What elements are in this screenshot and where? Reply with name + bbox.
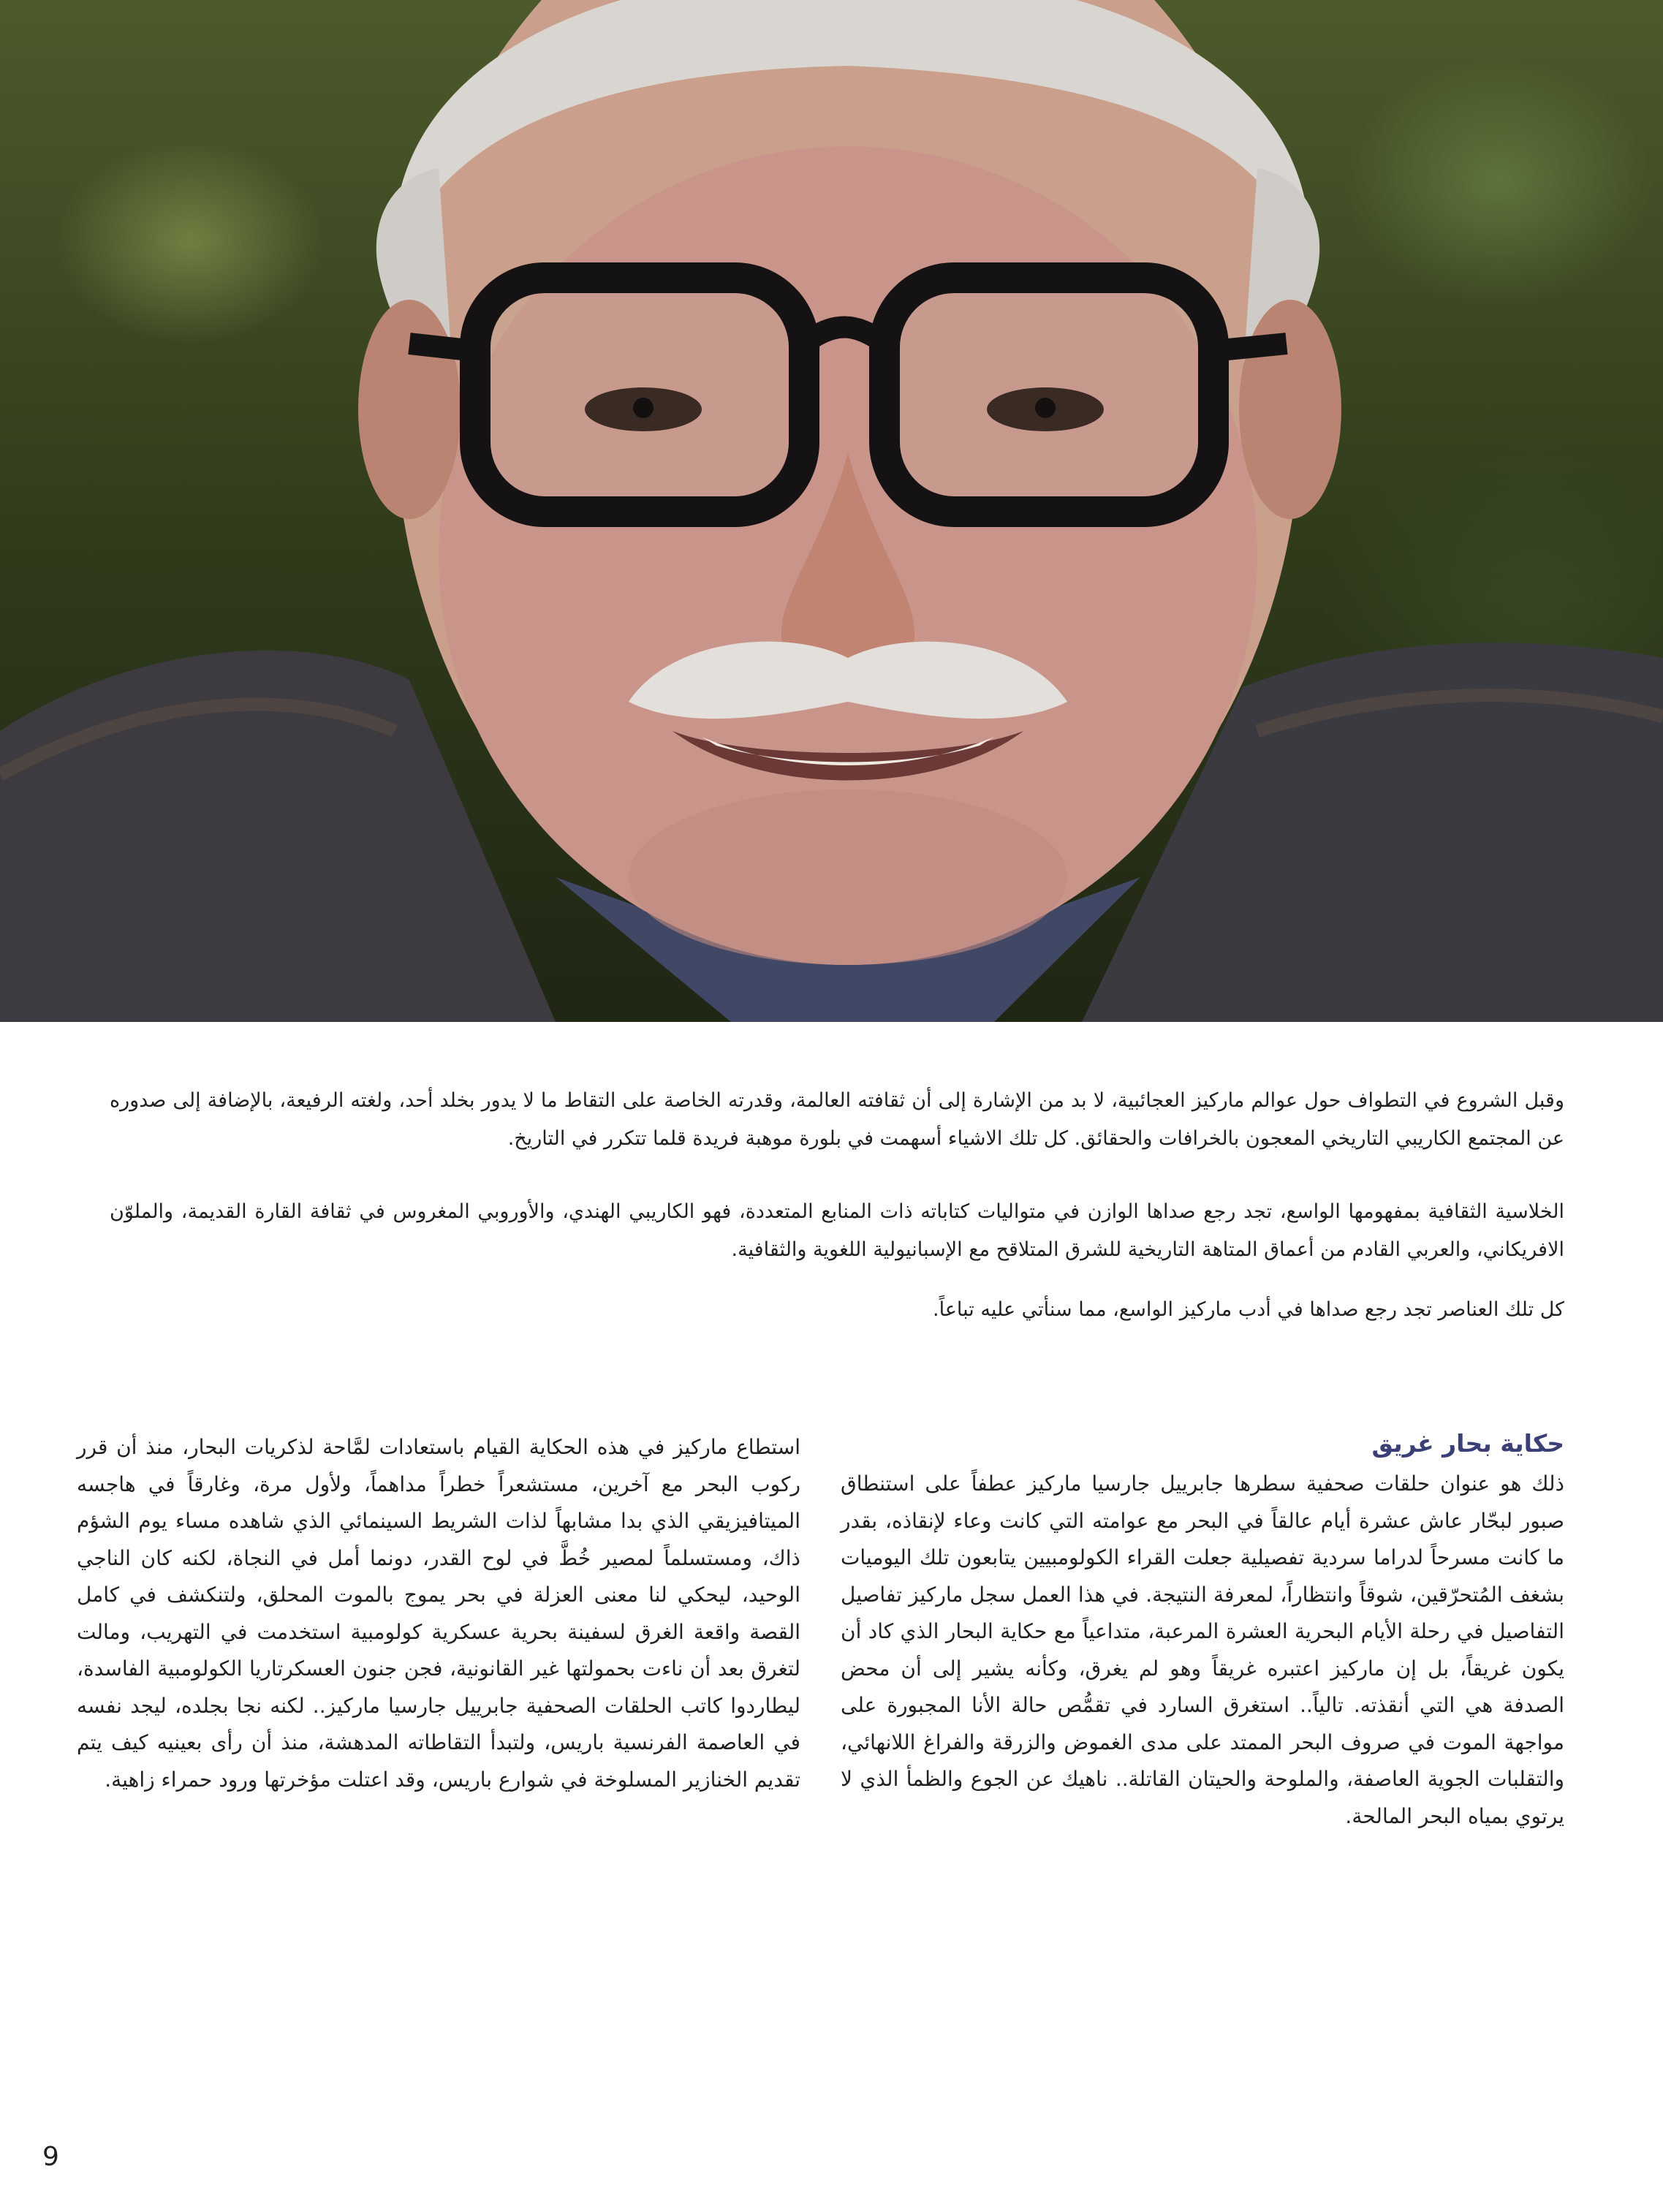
portrait-photo	[0, 0, 1663, 1022]
page-number: 9	[42, 2142, 59, 2172]
intro-text-2: الخلاسية الثقافية بمفهومها الواسع، تجد رجع صداها الوازن في متواليات كتاباته ذات المنابع المتعددة، فهو الكاريبي الهندي، والأوروبي المغروس في ثقافة القارة القديمة، والملوّن الافريكاني، والعربي القادم من أعماق المتاهة التاريخية للشرق المتلاقح مع الإسبانيولية اللغوية والثقافية.	[110, 1200, 1564, 1261]
right-column	[841, 1466, 1564, 1835]
intro-paragraph-2	[110, 1193, 1564, 1269]
intro-text-3: كل تلك العناصر تجد رجع صداها في أدب ماركيز الواسع، مما سنأتي عليه تباعاً.	[933, 1298, 1564, 1321]
section-heading: حكاية بحار غريق	[1371, 1429, 1564, 1458]
intro-text-1: وقبل الشروع في التطواف حول عوالم ماركيز العجائبية، لا بد من الإشارة إلى أن ثقافته العالمة، وقدرته الخاصة على التقاط ما لا يدور بخلد أحد، ولغته الرفيعة، بالإضافة إلى صدوره عن المجتمع الكاريبي التاريخي المعجون بالخرافات والحقائق. كل تلك الاشياء أسهمت في بلورة موهبة فريدة قلما تتكرر في التاريخ.	[110, 1089, 1564, 1150]
intro-paragraph-3	[110, 1291, 1564, 1329]
right-column-text: ذلك هو عنوان حلقات صحفية سطرها جابرييل جارسيا ماركيز عطفاً على استنطاق صبور لبحّار عاش عشرة أيام عالقاً في البحر مع عوامته التي كانت وعاء لإنقاذه، بقدر ما كانت مسرحاً لدراما سردية تفصيلية جعلت القراء الكولومبيين يتابعون تلك اليوميات بشغف المُتحرّقين، شوقاً وانتظاراً، لمعرفة النتيجة. في هذا العمل سجل ماركيز تفاصيل التفاصيل في رحلة الأيام البحرية العشرة المرعبة، متداعياً مع حكاية البحار الذي كاد أن يكون غريقاً، بل إن ماركيز اعتبره غريقاً وهو لم يغرق، وكأنه يشير إلى أن محض الصدفة هي التي أنقذته. تالياً.. استغرق السارد في تقمُّص حالة الأنا المجبورة على مواجهة الموت في صروف البحر الممتد على مدى الغموض والزرقة والفراغ اللانهائي، والتقلبات الجوية العاصفة، والملوحة والحيتان القاتلة.. ناهيك عن الجوع والظمأ الذي لا يرتوي بمياه البحر المالحة.	[841, 1471, 1564, 1828]
portrait-illustration	[0, 0, 1663, 1022]
left-column-text: استطاع ماركيز في هذه الحكاية القيام باستعادات لمَّاحة لذكريات البحار، منذ أن قرر ركوب البحر مع آخرين، مستشعراً خطراً مداهماً، ولأول مرة، وغارقاً في هاجسه الميتافيزيقي الذي بدا مشابهاً لذات الشريط السينمائي الذي شاهده مساء يوم الشؤم ذاك، ومستسلماً لمصير خُطَّ في لوح القدر، دونما أمل في النجاة، لكنه كان الناجي الوحيد، ليحكي لنا معنى العزلة في بحر يموج بالموت المحلق، ولتنكشف في كامل القصة واقعة الغرق لسفينة بحرية عسكرية كولومبية استخدمت في التهريب، ومالت لتغرق بعد أن ناءت بحمولتها غير القانونية، فجن جنون العسكرتاريا الكولومبية الفاسدة، ليطاردوا كاتب الحلقات الصحفية جابرييل جارسيا ماركيز.. لكنه نجا بجلده، ليجد نفسه في العاصمة الفرنسية باريس، ولتبدأ التقاطاته المدهشة، منذ أن رأى بعينيه كيف يتم تقديم الخنازير المسلوخة في شوارع باريس، وقد اعتلت مؤخرتها ورود حمراء زاهية.	[77, 1435, 800, 1792]
left-column	[77, 1429, 800, 1798]
intro-paragraph-1	[110, 1082, 1564, 1158]
